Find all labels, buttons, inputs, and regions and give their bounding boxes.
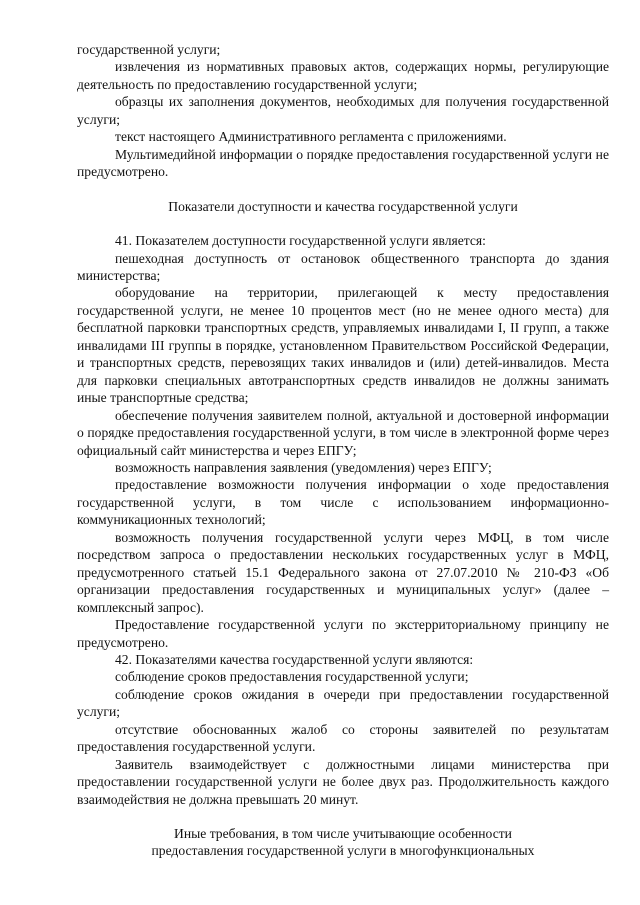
paragraph: соблюдение сроков предоставления государственной услуги; [115,669,469,685]
section-heading-line: предоставления государственной услуги в многофункциональных [151,843,535,859]
paragraph: пешеходная доступность от остановок общественного транспорта до здания министерства; [77,250,609,283]
paragraph: Мультимедийной информации о порядке предоставления государственной услуги не предусмотрено. [77,146,609,180]
paragraph: возможность направления заявления (уведомления) через ЕПГУ; [115,459,492,475]
paragraph: 42. Показателями качества государственной услуги являются: [115,651,474,667]
paragraph: образцы их заполнения документов, необходимых для получения государственной услуги; [77,94,609,127]
paragraph: обеспечение получения заявителем полной, актуальной и достоверной информации о порядке предоставления государственной услуги, в том числе в электронной форме через официальный сайт министерства и через ЕПГУ; [77,407,609,458]
paragraph: предоставление возможности получения информации о ходе предоставления государственной услуги, в том числе с использованием информационно-коммуникационных технологий; [77,477,609,528]
paragraph: текст настоящего Административного регламента с приложениями. [115,129,507,145]
paragraph: Заявитель взаимодействует с должностными лицами министерства при предоставлении государственной услуги не более двух раз. Продолжительность каждого взаимодействия не должна превышать 20 минут. [77,756,609,807]
paragraph: государственной услуги; [77,42,221,57]
paragraph: Предоставление государственной услуги по экстерриториальному принципу не предусмотрено. [77,617,609,650]
paragraph: соблюдение сроков ожидания в очереди при предоставлении государственной услуги; [77,686,609,720]
paragraph: отсутствие обоснованных жалоб со стороны заявителей по результатам предоставления государственной услуги. [77,721,609,755]
section-heading: Показатели доступности и качества государственной услуги [168,198,518,214]
section-heading-line: Иные требования, в том числе учитывающие особенности [174,826,512,842]
paragraph: 41. Показателем доступности государственной услуги является: [115,233,486,249]
paragraph: извлечения из нормативных правовых актов, содержащих нормы, регулирующие деятельность по предоставлению государственной услуги; [77,59,609,92]
paragraph: возможность получения государственной услуги через МФЦ, в том числе посредством запроса о предоставлении нескольких государственных услуг в МФЦ, предусмотренного статьей 15.1 Федерального закона от 27.07.2010 № 210-ФЗ «Об организации предоставления государственных и муниципальных услуг» (далее – комплексный запрос). [77,529,609,615]
paragraph: оборудование на территории, прилегающей к месту предоставления государственной услуги, не менее 10 процентов мест (но не менее одного места) для бесплатной парковки транспортных средств, управляемых инвалидами I, II групп, а также инвалидами III группы в порядке, установленном Правительством Российской Федерации, и транспортных средств, перевозящих таких инвалидов и (или) детей-инвалидов. Места для парковки специальных автотранспортных средств инвалидов не должны занимать иные транспортные средства; [77,285,609,406]
